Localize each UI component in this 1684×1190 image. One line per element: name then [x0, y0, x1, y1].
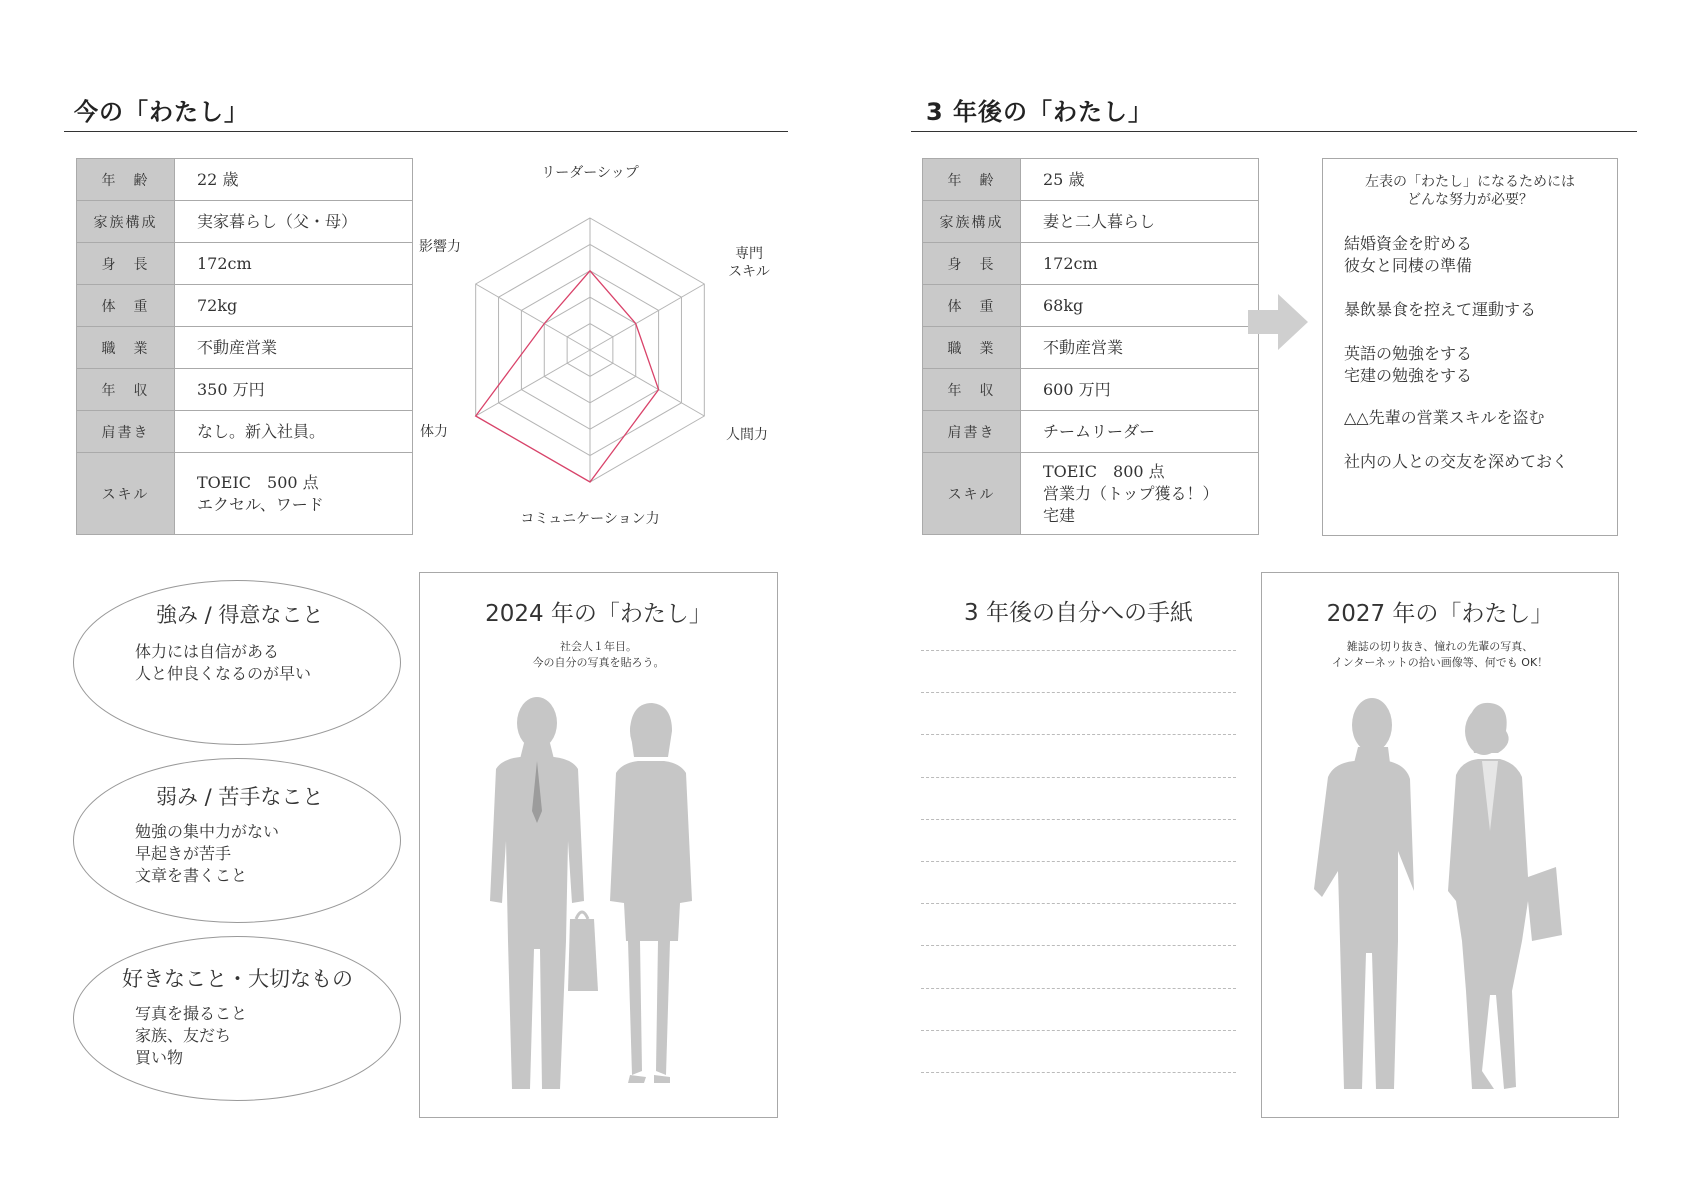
table-row [923, 369, 1259, 411]
future-couple-silhouette [1302, 691, 1582, 1101]
row-value: なし。新入社員。 [175, 411, 413, 453]
row-value: 172cm [1021, 243, 1259, 285]
effort-item: 社内の人との交友を深めておく [1344, 452, 1569, 471]
weaknesses-body: 勉強の集中力がない 早起きが苦手 文章を書くこと [135, 822, 280, 885]
table-row [77, 411, 413, 453]
letter-writing-line [921, 861, 1236, 862]
row-value: TOEIC 800 点 営業力（トップ獲る！） 宅建 [1021, 453, 1259, 535]
strengths-title: 強み / 得意なこと [156, 603, 324, 627]
table-row [923, 159, 1259, 201]
row-key: 年 収 [77, 369, 175, 411]
future-me-rule [911, 131, 1637, 132]
effort-item: △△先輩の営業スキルを盗む [1344, 408, 1545, 427]
likes-title: 好きなこと・大切なもの [122, 967, 353, 991]
radar-label-leadership: リーダーシップ [541, 165, 639, 181]
row-value: 実家暮らし（父・母） [175, 201, 413, 243]
row-key: 家族構成 [923, 201, 1021, 243]
likes-ellipse [73, 936, 401, 1101]
letter-writing-line [921, 777, 1236, 778]
effort-item: 暴飲暴食を控えて運動する [1344, 300, 1537, 319]
row-value: 妻と二人暮らし [1021, 201, 1259, 243]
row-key: 体 重 [77, 285, 175, 327]
table-row [77, 453, 413, 535]
radar-axis-line [590, 284, 704, 350]
effort-item: 結婚資金を貯める 彼女と同棲の準備 [1344, 234, 1473, 275]
letter-writing-line [921, 734, 1236, 735]
row-value: 350 万円 [175, 369, 413, 411]
letter-area [921, 572, 1236, 1118]
table-row [77, 285, 413, 327]
radar-label-expertise-2: スキル [728, 264, 770, 280]
row-value: 72kg [175, 285, 413, 327]
table-row [923, 453, 1259, 535]
radar-label-influence: 影響力 [419, 239, 461, 255]
letter-writing-line [921, 819, 1236, 820]
table-row [923, 327, 1259, 369]
skill-radar-chart [395, 150, 795, 540]
radar-label-stamina: 体力 [420, 424, 448, 440]
photo-2027-title: 2027 年の「わたし」 [1326, 601, 1554, 627]
row-value: TOEIC 500 点 エクセル、ワード [175, 453, 413, 535]
photo-box-2027 [1261, 572, 1619, 1118]
row-key: スキル [77, 453, 175, 535]
row-key: 年 齢 [77, 159, 175, 201]
effort-item: 英語の勉強をする 宅建の勉強をする [1344, 344, 1473, 385]
table-row [923, 411, 1259, 453]
table-row [77, 201, 413, 243]
letter-lines [921, 572, 1236, 1118]
table-row [77, 327, 413, 369]
row-key: 体 重 [923, 285, 1021, 327]
letter-writing-line [921, 650, 1236, 651]
table-row [77, 369, 413, 411]
table-row [923, 285, 1259, 327]
row-value: 600 万円 [1021, 369, 1259, 411]
arrow-right-icon [1248, 292, 1310, 352]
photo-2024-subtitle: 社会人１年目。 今の自分の写真を貼ろう。 [532, 640, 665, 669]
row-key: 身 長 [923, 243, 1021, 285]
row-key: スキル [923, 453, 1021, 535]
effort-box [1322, 158, 1618, 536]
row-key: 年 齢 [923, 159, 1021, 201]
row-value: 不動産営業 [175, 327, 413, 369]
letter-writing-line [921, 1072, 1236, 1073]
current-me-rule [64, 131, 788, 132]
row-key: 年 収 [923, 369, 1021, 411]
effort-question: 左表の「わたし」になるためには どんな努力が必要？ [1365, 174, 1575, 208]
row-value: チームリーダー [1021, 411, 1259, 453]
row-value: 22 歳 [175, 159, 413, 201]
radar-label-humanity: 人間力 [726, 427, 768, 443]
radar-label-communication: コミュニケーション力 [520, 511, 660, 527]
row-key: 家族構成 [77, 201, 175, 243]
photo-2024-title: 2024 年の「わたし」 [485, 601, 712, 627]
photo-2027-subtitle: 雑誌の切り抜き、憧れの先輩の写真、 インターネットの拾い画像等、何でも OK！ [1331, 640, 1549, 669]
row-value: 68kg [1021, 285, 1259, 327]
strengths-ellipse [73, 580, 401, 745]
row-key: 肩書き [77, 411, 175, 453]
weaknesses-title: 弱み / 苦手なこと [156, 785, 324, 809]
row-value: 25 歳 [1021, 159, 1259, 201]
strengths-body: 体力には自信がある 人と仲良くなるのが早い [135, 642, 312, 683]
row-key: 身 長 [77, 243, 175, 285]
letter-title: 3 年後の自分への手紙 [964, 600, 1193, 626]
row-value: 不動産営業 [1021, 327, 1259, 369]
row-value: 172cm [175, 243, 413, 285]
table-row [77, 243, 413, 285]
letter-writing-line [921, 945, 1236, 946]
current-me-title: 今の「わたし」 [74, 98, 249, 126]
radar-axis-line [590, 350, 704, 416]
letter-writing-line [921, 1030, 1236, 1031]
table-row [923, 243, 1259, 285]
letter-writing-line [921, 692, 1236, 693]
table-row [77, 159, 413, 201]
row-key: 肩書き [923, 411, 1021, 453]
row-key: 職 業 [923, 327, 1021, 369]
letter-writing-line [921, 988, 1236, 989]
radar-label-expertise-1: 専門 [735, 246, 763, 262]
current-profile-table [76, 158, 413, 535]
business-couple-silhouette [480, 691, 720, 1101]
table-row [923, 201, 1259, 243]
likes-body: 写真を撮ること 家族、友だち 買い物 [135, 1004, 248, 1067]
future-me-title: 3 年後の「わたし」 [926, 98, 1154, 126]
future-profile-table [922, 158, 1259, 535]
radar-axis-line [476, 284, 590, 350]
weaknesses-ellipse [73, 758, 401, 923]
radar-axis-line [476, 350, 590, 416]
radar-value-polygon [476, 271, 659, 482]
photo-box-2024 [419, 572, 778, 1118]
letter-writing-line [921, 903, 1236, 904]
row-key: 職 業 [77, 327, 175, 369]
radar-grid [476, 218, 705, 482]
